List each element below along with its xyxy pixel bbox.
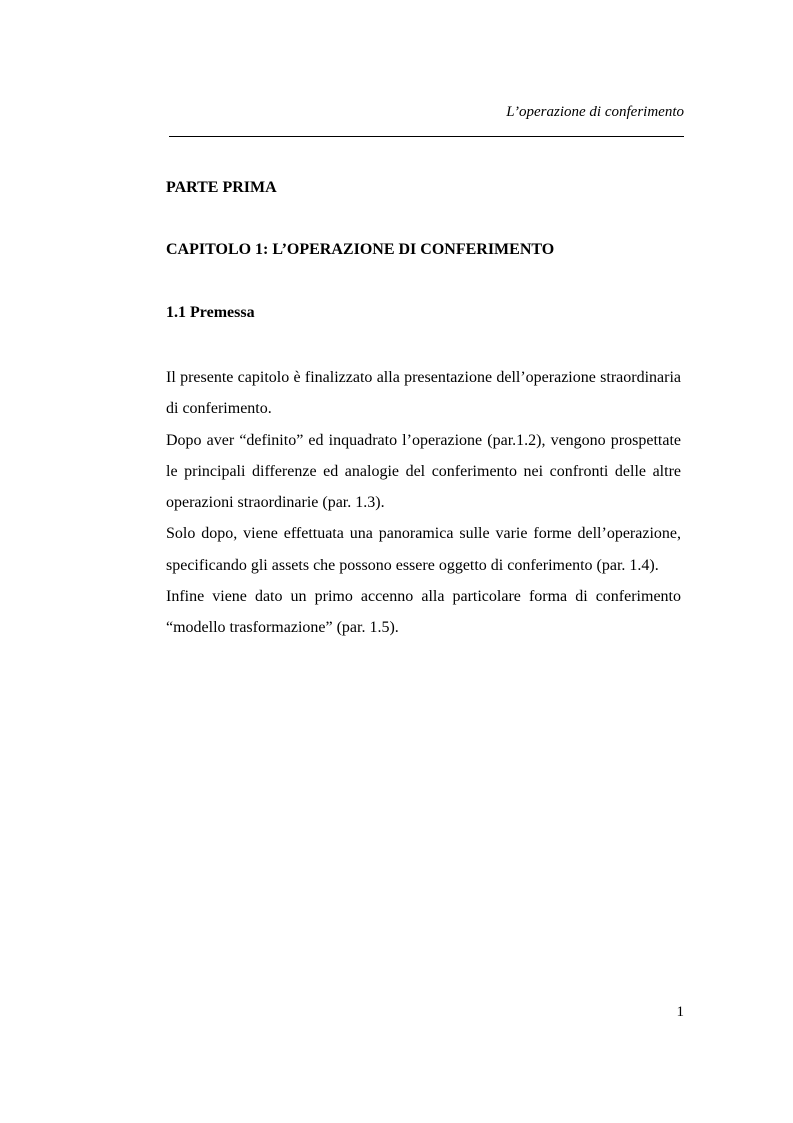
header-rule bbox=[169, 136, 684, 137]
part-title: PARTE PRIMA bbox=[166, 179, 277, 196]
page-number: 1 bbox=[676, 1004, 684, 1020]
paragraph: Solo dopo, viene effettuata una panoramica sulle varie forme dell’operazione, specificando gli assets che possono essere oggetto di conferimento (par. 1.4). bbox=[166, 525, 681, 574]
section-title: 1.1 Premessa bbox=[166, 304, 255, 321]
paragraph: Dopo aver “definito” ed inquadrato l’operazione (par.1.2), vengono prospettate le principali differenze ed analogie del conferimento nei confronti delle altre operazioni straordinarie (par. 1.3). bbox=[166, 431, 681, 512]
paragraph: Infine viene dato un primo accenno alla particolare forma di conferimento “modello trasformazione” (par. 1.5). bbox=[166, 588, 681, 637]
running-header: L’operazione di conferimento bbox=[506, 104, 684, 120]
chapter-title: CAPITOLO 1: L’OPERAZIONE DI CONFERIMENTO bbox=[166, 241, 555, 258]
body-text bbox=[166, 362, 681, 644]
paragraph: Il presente capitolo è finalizzato alla presentazione dell’operazione straordinaria di conferimento. bbox=[166, 369, 681, 418]
